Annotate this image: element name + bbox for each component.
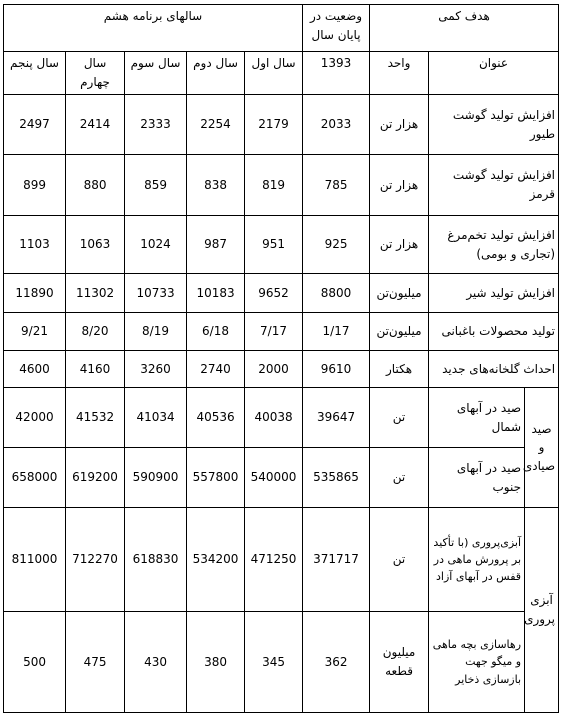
row-value-year-2: 987: [187, 216, 245, 274]
row-value-year-3: 590900: [125, 448, 187, 508]
group-label-aquaculture: آبزی پروری: [525, 508, 559, 713]
row-base-value: 39647: [303, 388, 370, 448]
data-table: [3, 4, 559, 713]
row-value-year-2: 40536: [187, 388, 245, 448]
year-5-header: سال پنجم: [4, 52, 66, 95]
row-title: افزایش تولید گوشت طیور: [429, 95, 559, 155]
row-base-value: 925: [303, 216, 370, 274]
row-value-year-4: 619200: [66, 448, 125, 508]
row-value-year-5: 1103: [4, 216, 66, 274]
unit-col-header: واحد: [370, 52, 429, 95]
year-4-header: سال چهارم: [66, 52, 125, 95]
row-title: افزایش تولید گوشت قرمز: [429, 155, 559, 216]
row-value-year-5: 42000: [4, 388, 66, 448]
row-value-year-5: 899: [4, 155, 66, 216]
row-title: صید در آبهای شمال: [429, 388, 525, 448]
row-value-year-3: 1024: [125, 216, 187, 274]
row-unit: میلیون‌تن: [370, 274, 429, 313]
row-value-year-3: 3260: [125, 351, 187, 388]
row-base-value: 1/17: [303, 313, 370, 351]
table-row: [4, 155, 559, 216]
row-base-value: 9610: [303, 351, 370, 388]
row-value-year-3: 859: [125, 155, 187, 216]
row-title: افزایش تولید تخم‌مرغ (تجاری و بومی): [429, 216, 559, 274]
status-header: وضعیت در پایان سال: [303, 5, 370, 52]
row-value-year-5: 2497: [4, 95, 66, 155]
row-value-year-3: 41034: [125, 388, 187, 448]
row-unit: هزار تن: [370, 216, 429, 274]
row-value-year-5: 11890: [4, 274, 66, 313]
table-row: [4, 351, 559, 388]
row-value-year-1: 345: [245, 612, 303, 713]
row-value-year-1: 471250: [245, 508, 303, 612]
row-title: احداث گلخانه‌های جدید: [429, 351, 559, 388]
goal-header: هدف کمی: [370, 5, 559, 52]
row-base-value: 8800: [303, 274, 370, 313]
row-value-year-4: 1063: [66, 216, 125, 274]
row-title: تولید محصولات باغبانی: [429, 313, 559, 351]
row-value-year-2: 838: [187, 155, 245, 216]
row-value-year-1: 9652: [245, 274, 303, 313]
row-value-year-4: 11302: [66, 274, 125, 313]
row-value-year-4: 41532: [66, 388, 125, 448]
row-value-year-4: 2414: [66, 95, 125, 155]
row-value-year-1: 951: [245, 216, 303, 274]
row-value-year-1: 40038: [245, 388, 303, 448]
row-value-year-2: 2740: [187, 351, 245, 388]
row-value-year-3: 2333: [125, 95, 187, 155]
table-row: [4, 612, 559, 713]
row-value-year-1: 2000: [245, 351, 303, 388]
row-value-year-5: 658000: [4, 448, 66, 508]
row-value-year-3: 8/19: [125, 313, 187, 351]
row-value-year-2: 10183: [187, 274, 245, 313]
row-value-year-5: 9/21: [4, 313, 66, 351]
row-value-year-4: 712270: [66, 508, 125, 612]
row-unit: هزار تن: [370, 155, 429, 216]
row-value-year-1: 540000: [245, 448, 303, 508]
row-value-year-3: 10733: [125, 274, 187, 313]
row-value-year-4: 4160: [66, 351, 125, 388]
table-row: [4, 388, 559, 448]
row-base-value: 362: [303, 612, 370, 713]
row-value-year-4: 8/20: [66, 313, 125, 351]
row-value-year-5: 4600: [4, 351, 66, 388]
row-base-value: 785: [303, 155, 370, 216]
row-unit: هزار تن: [370, 95, 429, 155]
row-unit: میلیون قطعه: [370, 612, 429, 713]
table-row: [4, 448, 559, 508]
table-row: [4, 313, 559, 351]
row-unit: تن: [370, 448, 429, 508]
title-col-header: عنوان: [429, 52, 559, 95]
row-value-year-3: 618830: [125, 508, 187, 612]
row-value-year-1: 2179: [245, 95, 303, 155]
row-base-value: 2033: [303, 95, 370, 155]
row-unit: تن: [370, 388, 429, 448]
table-row: [4, 216, 559, 274]
row-unit: هکتار: [370, 351, 429, 388]
row-title: آبزی‌پروری (با تأکید بر پرورش ماهی در قفس در آبهای آزاد: [429, 508, 525, 612]
row-value-year-2: 534200: [187, 508, 245, 612]
table-row: [4, 508, 559, 612]
row-value-year-2: 557800: [187, 448, 245, 508]
header-row-sub: [4, 52, 559, 95]
row-value-year-3: 430: [125, 612, 187, 713]
header-row-top: [4, 5, 559, 52]
year-2-header: سال دوم: [187, 52, 245, 95]
year-1-header: سال اول: [245, 52, 303, 95]
row-value-year-1: 7/17: [245, 313, 303, 351]
row-value-year-2: 2254: [187, 95, 245, 155]
row-title: رهاسازی بچه ماهی و میگو جهت بازسازی ذخایر: [429, 612, 525, 713]
row-base-value: 535865: [303, 448, 370, 508]
table-row: [4, 95, 559, 155]
row-title: صید در آبهای جنوب: [429, 448, 525, 508]
row-value-year-2: 6/18: [187, 313, 245, 351]
row-value-year-5: 811000: [4, 508, 66, 612]
row-value-year-2: 380: [187, 612, 245, 713]
row-value-year-5: 500: [4, 612, 66, 713]
row-value-year-4: 475: [66, 612, 125, 713]
row-value-year-4: 880: [66, 155, 125, 216]
year-3-header: سال سوم: [125, 52, 187, 95]
row-base-value: 371717: [303, 508, 370, 612]
row-unit: میلیون‌تن: [370, 313, 429, 351]
group-label-fishing: صید و صیادی: [525, 388, 559, 508]
row-unit: تن: [370, 508, 429, 612]
table-row: [4, 274, 559, 313]
years-group-header: سالهای برنامه هشم: [4, 5, 303, 52]
row-value-year-1: 819: [245, 155, 303, 216]
base-year-header: 1393: [303, 52, 370, 95]
row-title: افزایش تولید شیر: [429, 274, 559, 313]
